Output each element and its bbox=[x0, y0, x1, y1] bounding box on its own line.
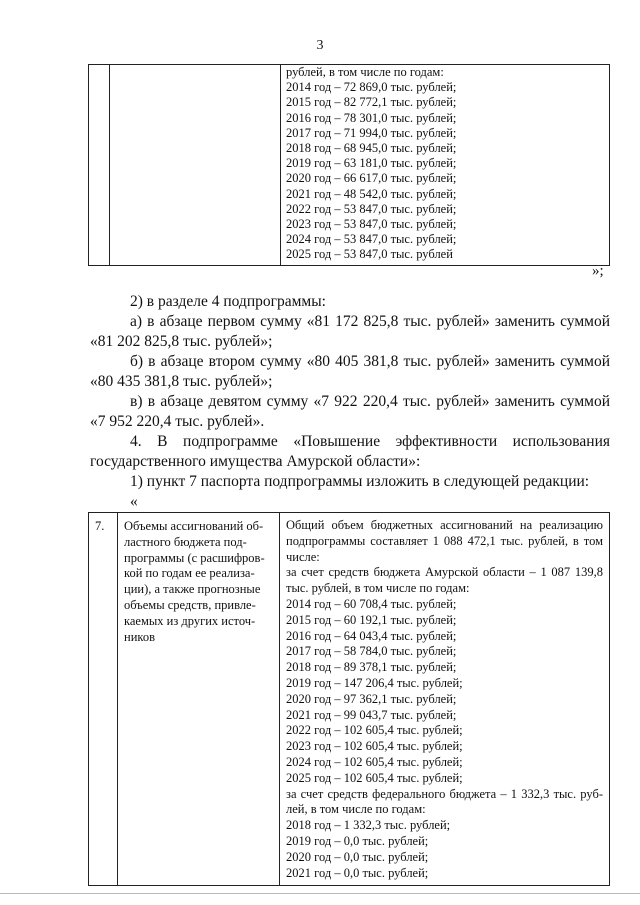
opening-quote: « bbox=[130, 493, 138, 510]
list-item: 2024 год – 53 847,0 тыс. рублей; bbox=[286, 232, 457, 247]
label-line: каемых из других источ- bbox=[124, 613, 256, 628]
value-line: 2020 год – 0,0 тыс. рублей; bbox=[286, 849, 429, 864]
value-line: 2016 год – 64 043,4 тыс. рублей; bbox=[286, 628, 457, 643]
paragraph-point-4-cont: государственного имущества Амурской области»: bbox=[90, 453, 421, 470]
paragraph-item-b: б) в абзаце втором сумму «80 405 381,8 тыс. рублей» заменить суммой bbox=[130, 353, 610, 370]
table-cell-number bbox=[89, 65, 110, 266]
value-line: числе: bbox=[286, 549, 320, 564]
value-line: 2015 год – 60 192,1 тыс. рублей; bbox=[286, 612, 457, 627]
closing-quote: »; bbox=[592, 263, 604, 279]
label-line: ников bbox=[124, 629, 155, 644]
list-item: 2022 год – 53 847,0 тыс. рублей; bbox=[286, 201, 457, 216]
paragraph-item-a: а) в абзаце первом сумму «81 172 825,8 тыс. рублей» заменить суммой bbox=[130, 313, 610, 330]
list-item: 2021 год – 48 542,0 тыс. рублей; bbox=[286, 186, 457, 201]
value-line: 2018 год – 1 332,3 тыс. рублей; bbox=[286, 818, 451, 833]
value-line: 2023 год – 102 605,4 тыс. рублей; bbox=[286, 739, 463, 754]
value-line: за счет средств федерального бюджета – 1 332,3 тыс. руб- bbox=[286, 786, 603, 801]
label-line: ластного бюджета под- bbox=[124, 534, 247, 549]
list-item: рублей, в том числе по годам: bbox=[286, 65, 444, 79]
list-item: 2018 год – 68 945,0 тыс. рублей; bbox=[286, 141, 457, 156]
passport-table bbox=[88, 512, 610, 886]
list-item: 2019 год – 63 181,0 тыс. рублей; bbox=[286, 156, 457, 171]
label-line: ции), а также прогнозные bbox=[124, 582, 261, 597]
list-item: 2014 год – 72 869,0 тыс. рублей; bbox=[286, 80, 457, 95]
paragraph-item-b-cont: «80 435 381,8 тыс. рублей»; bbox=[90, 373, 273, 390]
value-line: 2014 год – 60 708,4 тыс. рублей; bbox=[286, 596, 457, 611]
paragraph-item-a-cont: «81 202 825,8 тыс. рублей»; bbox=[90, 333, 273, 350]
list-item: 2016 год – 78 301,0 тыс. рублей; bbox=[286, 110, 457, 125]
value-line: 2024 год – 102 605,4 тыс. рублей; bbox=[286, 754, 463, 769]
list-item: 2015 год – 82 772,1 тыс. рублей; bbox=[286, 95, 457, 110]
list-item: 2025 год – 53 847,0 тыс. рублей bbox=[286, 247, 453, 262]
value-line: 2020 год – 97 362,1 тыс. рублей; bbox=[286, 691, 457, 706]
value-line: Общий объем бюджетных ассигнований на реализацию bbox=[286, 518, 603, 532]
label-line: кой по годам ее реализа- bbox=[124, 566, 255, 581]
value-line: 2021 год – 99 043,7 тыс. рублей; bbox=[286, 707, 457, 722]
paragraph-passport-item: 1) пункт 7 паспорта подпрограммы изложить в следующей редакции: bbox=[130, 473, 590, 490]
row-value bbox=[280, 513, 610, 886]
value-line: 2019 год – 0,0 тыс. рублей; bbox=[286, 833, 429, 848]
list-item: 2020 год – 66 617,0 тыс. рублей; bbox=[286, 171, 457, 186]
value-line: 2018 год – 89 378,1 тыс. рублей; bbox=[286, 660, 457, 675]
paragraph-point-4: 4. В подпрограмме «Повышение эффективности использования bbox=[130, 433, 610, 450]
table-cell-values bbox=[281, 65, 610, 266]
continued-budget-table bbox=[88, 64, 610, 266]
row-number: 7. bbox=[89, 513, 118, 886]
value-line: за счет средств бюджета Амурской области – 1 087 139,8 bbox=[286, 565, 603, 580]
label-line: программы (с расшифров- bbox=[124, 550, 265, 565]
row-label bbox=[118, 513, 280, 886]
page-edge-divider bbox=[0, 893, 640, 894]
table-row bbox=[89, 513, 610, 886]
value-line: лей, в том числе по годам: bbox=[286, 802, 426, 817]
paragraph-section-4: 2) в разделе 4 подпрограммы: bbox=[130, 293, 326, 310]
value-line: подпрограммы составляет 1 088 472,1 тыс. рублей, в том bbox=[286, 533, 603, 548]
table-cell-label bbox=[110, 65, 281, 266]
value-line: 2021 год – 0,0 тыс. рублей; bbox=[286, 865, 429, 880]
value-line: 2025 год – 102 605,4 тыс. рублей; bbox=[286, 770, 463, 785]
value-line: 2019 год – 147 206,4 тыс. рублей; bbox=[286, 675, 463, 690]
value-line: 2017 год – 58 784,0 тыс. рублей; bbox=[286, 644, 457, 659]
list-item: 2017 год – 71 994,0 тыс. рублей; bbox=[286, 125, 457, 140]
paragraph-item-v: в) в абзаце девятом сумму «7 922 220,4 тыс. рублей» заменить суммой bbox=[130, 393, 610, 410]
label-line: объемы средств, привле- bbox=[124, 597, 256, 612]
table-row bbox=[89, 65, 610, 266]
list-item: 2023 год – 53 847,0 тыс. рублей; bbox=[286, 217, 457, 232]
paragraph-item-v-cont: «7 952 220,4 тыс. рублей». bbox=[90, 413, 265, 430]
page-number: 3 bbox=[316, 38, 324, 53]
value-line: тыс. рублей, в том числе по годам: bbox=[286, 581, 470, 596]
label-line: Объемы ассигнований об- bbox=[124, 519, 264, 533]
value-line: 2022 год – 102 605,4 тыс. рублей; bbox=[286, 723, 463, 738]
